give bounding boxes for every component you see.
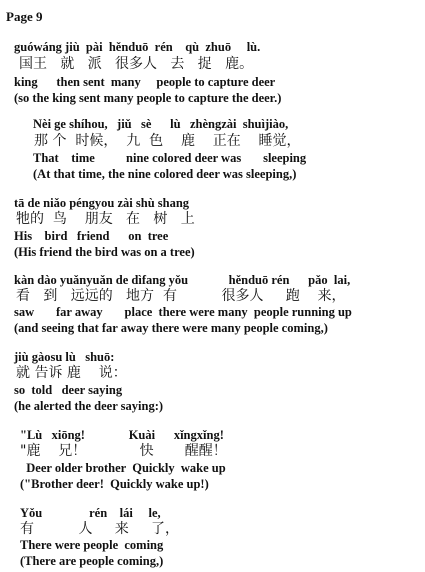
hanzi-line: 看 到 远远的 地方 有 很多人 跑 来， [16,288,346,304]
gloss-line: saw far away place there were many people running up [14,305,352,319]
hanzi-line: "鹿 兄！ 快 醒醒！ [20,443,227,459]
gloss-line: That time nine colored deer was sleeping [33,151,307,165]
translation-line: (There are people coming,) [20,554,164,568]
gloss-line: Deer older brother Quickly wake up [20,461,226,475]
gloss-line: so told deer saying [14,383,123,397]
pinyin-line: Nèi ge shíhou, jiǔ sè lù zhèngzài shuìjiào, [33,117,289,131]
pinyin-line: kàn dào yuǎnyuǎn de dìfang yǒu hěnduō rén pǎo lai, [14,273,351,287]
translation-line: (and seeing that far away there were many people coming,) [14,321,328,335]
translation-line: (His friend the bird was on a tree) [14,245,195,259]
pinyin-line: "Lù xiōng! Kuài xǐngxǐng! [20,428,224,442]
gloss-line: His bird friend on tree [14,229,169,243]
page-number: Page 9 [6,9,43,24]
pinyin-line: tā de niǎo péngyou zài shù shang [14,196,190,210]
translation-line: (he alerted the deer saying:) [14,399,164,413]
translation-line: (At that time, the nine colored deer was sleeping,) [33,167,297,181]
gloss-line: king then sent many people to capture deer [14,75,276,89]
pinyin-line: Yǒu rén lái le, [20,506,161,520]
pinyin-line: guówáng jiù pài hěnduō rén qù zhuō lù. [14,40,261,54]
hanzi-line: 就 告诉 鹿 说： [16,365,127,381]
translation-line: (so the king sent many people to capture the deer.) [14,91,282,105]
hanzi-line: 那 个 时候， 九 色 鹿 正在 睡觉， [34,133,301,149]
hanzi-line: 国王 就 派 很多人 去 捉 鹿。 [19,56,254,72]
translation-line: ("Brother deer! Quickly wake up!) [20,477,209,491]
hanzi-line: 有 人 来 了， [20,521,180,537]
hanzi-line: 牠的 鸟 朋友 在 树 上 [16,211,195,227]
pinyin-line: jiù gàosu lù shuō: [14,350,115,364]
gloss-line: There were people coming [20,538,164,552]
